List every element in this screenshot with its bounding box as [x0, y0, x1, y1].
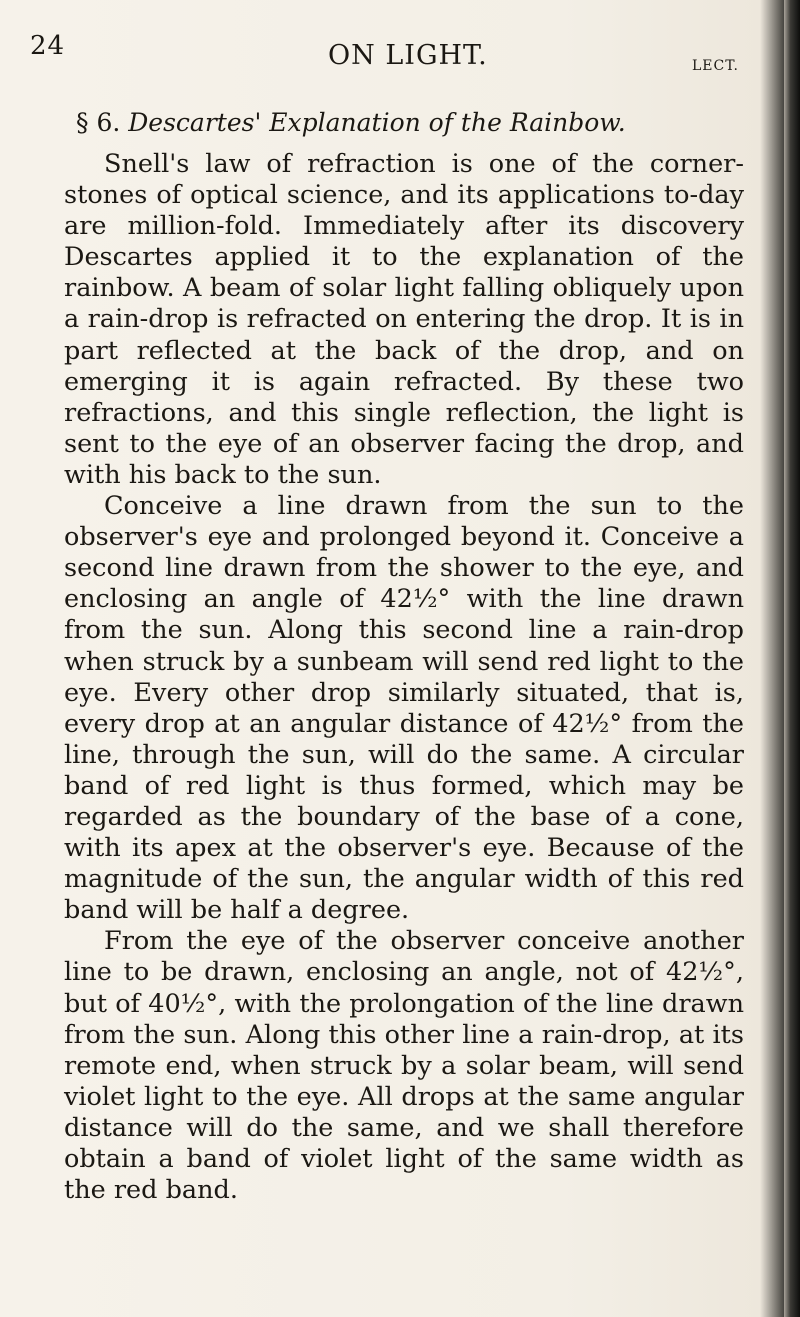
- page-number: 24: [30, 31, 66, 61]
- running-title: ON LIGHT.: [328, 40, 488, 71]
- page-header: [0, 28, 800, 82]
- page-body: [64, 101, 744, 1206]
- section-marker: § 6.: [76, 108, 121, 137]
- paragraph-1: Snell's law of refraction is one of the corner-stones of optical science, and its applications to-day are million-fold. Immediately after its discovery Descartes applied it to the explanation of the rainbow. A beam of solar light falling obliquely upon a rain-drop is refracted on entering the drop. It is in part reflected at the back of the drop, and on emerging it is again refracted. By these two refractions, and this single reflection, the light is sent to the eye of an observer facing the drop, and with his back to the sun.: [64, 149, 744, 490]
- paragraph-3: From the eye of the observer conceive another line to be drawn, enclosing an angle, not of 42½°, but of 40½°, with the prolongation of the line drawn from the sun. Along this other line a rain-drop, at its remote end, when struck by a solar beam, will send violet light to the eye. All drops at the same angular distance will do the same, and we shall therefore obtain a band of violet light of the same width as the red band.: [64, 926, 744, 1206]
- section-title: Descartes' Explanation of the Rainbow.: [128, 108, 626, 137]
- section-heading: [76, 101, 744, 145]
- page-edge-shadow: [784, 0, 800, 1317]
- paragraph-2: Conceive a line drawn from the sun to the observer's eye and prolonged beyond it. Conceive a second line drawn from the shower to the eye, and enclosing an angle of 42½° with the line drawn from the sun. Along this second line a rain-drop when struck by a sunbeam will send red light to the eye. Every other drop similarly situated, that is, every drop at an angular distance of 42½° from the line, through the sun, will do the same. A circular band of red light is thus formed, which may be regarded as the boundary of the base of a cone, with its apex at the observer's eye. Because of the magnitude of the sun, the angular width of this red band will be half a degree.: [64, 491, 744, 926]
- lecture-label: LECT.: [692, 58, 739, 74]
